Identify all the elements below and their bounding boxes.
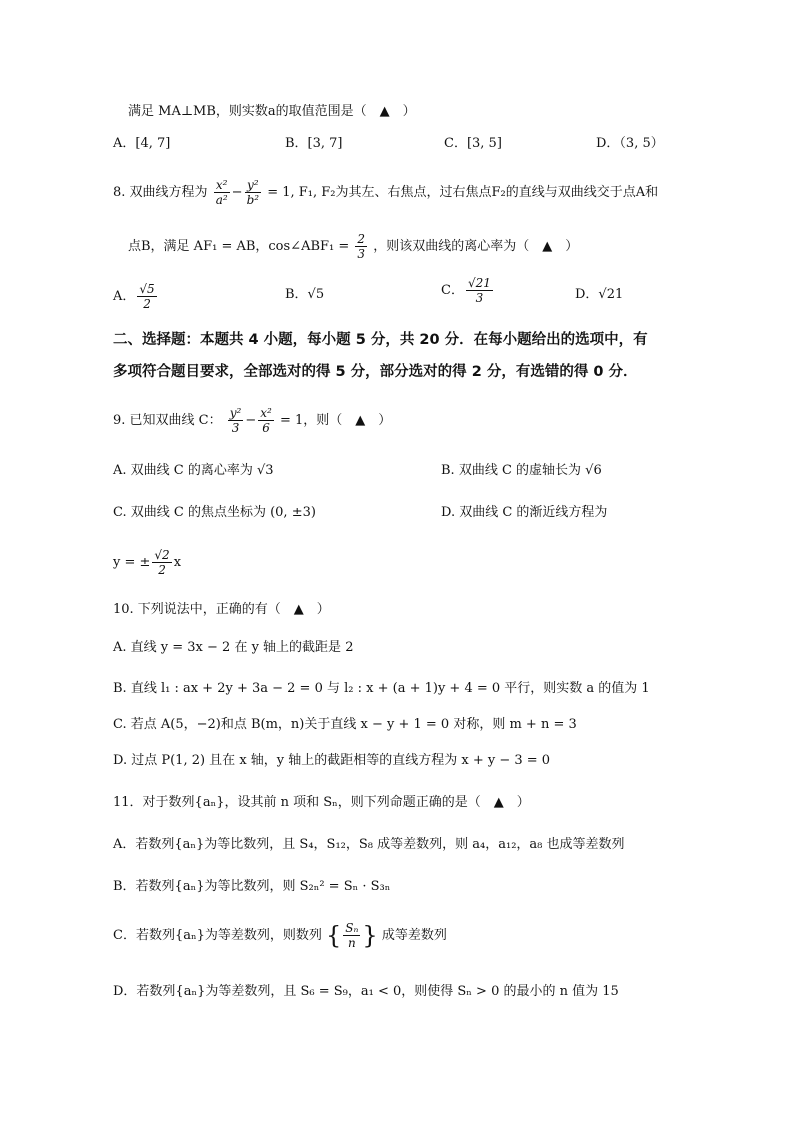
q8-option-b: B．√5 <box>285 287 325 302</box>
q8-option-d: D．√21 <box>575 287 624 302</box>
q9-fraction-y: $\frac{\text{y²}}{3}$ <box>229 406 242 435</box>
q11-c-num: Sₙ <box>345 921 359 935</box>
q8-option-a-fraction <box>137 282 156 311</box>
q10-stem: 10. 下列说法中，正确的有（ ▲ ） <box>113 602 330 617</box>
q8-line2a: 点B，满足 AF₁ = AB，cos∠ABF₁ = <box>128 239 350 254</box>
q8-option-a <box>113 282 159 311</box>
q9-stem: 9. 已知双曲线 C： $\frac{\text{y²}}{3}$ − $\frac{\text{x²}}{6}$ = 1，则（ ▲ ） <box>113 406 392 435</box>
q9-tail: = 1，则（ ▲ ） <box>279 413 392 428</box>
q8-option-c-label: C． <box>441 283 464 298</box>
q10-option-c: C. 若点 A(5，−2)和点 B(m，n)关于直线 x − y + 1 = 0 对称，则 m + n = 3 <box>113 717 577 732</box>
q11-option-c-pre: C．若数列{aₙ}为等差数列，则数列 <box>113 928 322 943</box>
q9-d-fraction <box>152 548 171 577</box>
q8-fraction-y: $\frac{\text{y²}}{\text{b²}}$ <box>246 178 260 207</box>
q9-option-d-formula <box>113 548 181 577</box>
q10-option-b: B. 直线 l₁ : ax + 2y + 3a − 2 = 0 与 l₂ : x + (a + 1)y + 4 = 0 平行，则实数 a 的值为 1 <box>113 681 650 696</box>
q9-d-num: √2 <box>154 548 170 562</box>
q11-option-a: A．若数列{aₙ}为等比数列，且 S₄，S₁₂，S₈ 成等差数列，则 a₄，a₁₂，a₈ 也成等差数列 <box>113 837 625 852</box>
q11-stem: 11．对于数列{aₙ}，设其前 n 项和 Sₙ，则下列命题正确的是（ ▲ ） <box>113 795 530 810</box>
q11-option-b: B．若数列{aₙ}为等比数列，则 S₂ₙ² = Sₙ · S₃ₙ <box>113 879 391 894</box>
q9-head: 9. 已知双曲线 C： <box>113 413 222 428</box>
q8-option-c <box>441 276 495 305</box>
q8-option-c-den: 3 <box>475 291 484 305</box>
q11-option-c <box>113 921 447 950</box>
section-2-heading-line1: 二、选择题：本题共 4 小题，每小题 5 分，共 20 分．在每小题给出的选项中，有 <box>113 332 648 348</box>
q7-option-a: A．[4, 7] <box>113 136 171 151</box>
q8-fraction-x: $\frac{\text{x²}}{\text{a²}}$ <box>215 178 228 207</box>
q8-option-c-num: √21 <box>467 276 491 290</box>
q10-option-d: D. 过点 P(1, 2) 且在 x 轴，y 轴上的截距相等的直线方程为 x + y − 3 = 0 <box>113 753 551 768</box>
q9-d-prefix: y = ± <box>113 555 151 570</box>
q9-option-a: A. 双曲线 C 的离心率为 √3 <box>113 463 274 478</box>
q7-option-b: B．[3, 7] <box>285 136 343 151</box>
q9-option-c: C. 双曲线 C 的焦点坐标为 (0, ±3) <box>113 505 316 520</box>
q8-cos-fraction: $\frac{2}{3}$ <box>357 232 366 261</box>
q9-option-b: B. 双曲线 C 的虚轴长为 √6 <box>441 463 602 478</box>
q9-fraction-x: $\frac{\text{x²}}{6}$ <box>260 406 272 435</box>
section-2-heading-line2: 多项符合题目要求，全部选对的得 5 分，部分选对的得 2 分，有选错的得 0 分． <box>113 364 638 380</box>
q11-option-c-fraction <box>343 921 360 950</box>
left-brace: { <box>326 921 342 950</box>
q7-option-c: C．[3, 5] <box>444 136 502 151</box>
q7-option-d: D．（3, 5） <box>596 136 664 151</box>
q11-option-c-post: 成等差数列 <box>381 928 447 943</box>
q8-line2b: ，则该双曲线的离心率为（ ▲ ） <box>373 239 579 254</box>
q8-tail: = 1, F₁, F₂为其左、右焦点，过右焦点F₂的直线与双曲线交于点A和 <box>267 185 659 200</box>
q8-option-c-fraction <box>466 276 493 305</box>
q8-stem-line2 <box>128 232 578 261</box>
q10-option-a: A. 直线 y = 3x − 2 在 y 轴上的截距是 2 <box>113 640 354 655</box>
right-brace: } <box>362 921 378 950</box>
q9-option-d: D. 双曲线 C 的渐近线方程为 <box>441 505 608 520</box>
q8-head: 8. 双曲线方程为 <box>113 185 208 200</box>
q8-option-a-label: A． <box>113 289 136 304</box>
q8-stem-line1: 8. 双曲线方程为 $\frac{\text{x²}}{\text{a²}}$ − $\frac{\text{y²}}{\text{b²}}$ = 1, F₁, F₂为其左、右焦点，过右焦点F₂的直线与双曲线交于点A和 <box>113 178 659 207</box>
q11-option-d: D．若数列{aₙ}为等差数列，且 S₆ = S₉，a₁ < 0，则使得 Sₙ > 0 的最小的 n 值为 15 <box>113 984 619 999</box>
q8-option-a-den: 2 <box>143 297 151 311</box>
q9-d-den: 2 <box>158 563 166 577</box>
q9-d-suffix: x <box>173 555 182 570</box>
q7-continuation: 满足 MA⊥MB，则实数a的取值范围是（ ▲ ） <box>128 104 416 119</box>
q11-c-den: n <box>347 936 356 950</box>
q8-option-a-num: √5 <box>139 282 155 296</box>
